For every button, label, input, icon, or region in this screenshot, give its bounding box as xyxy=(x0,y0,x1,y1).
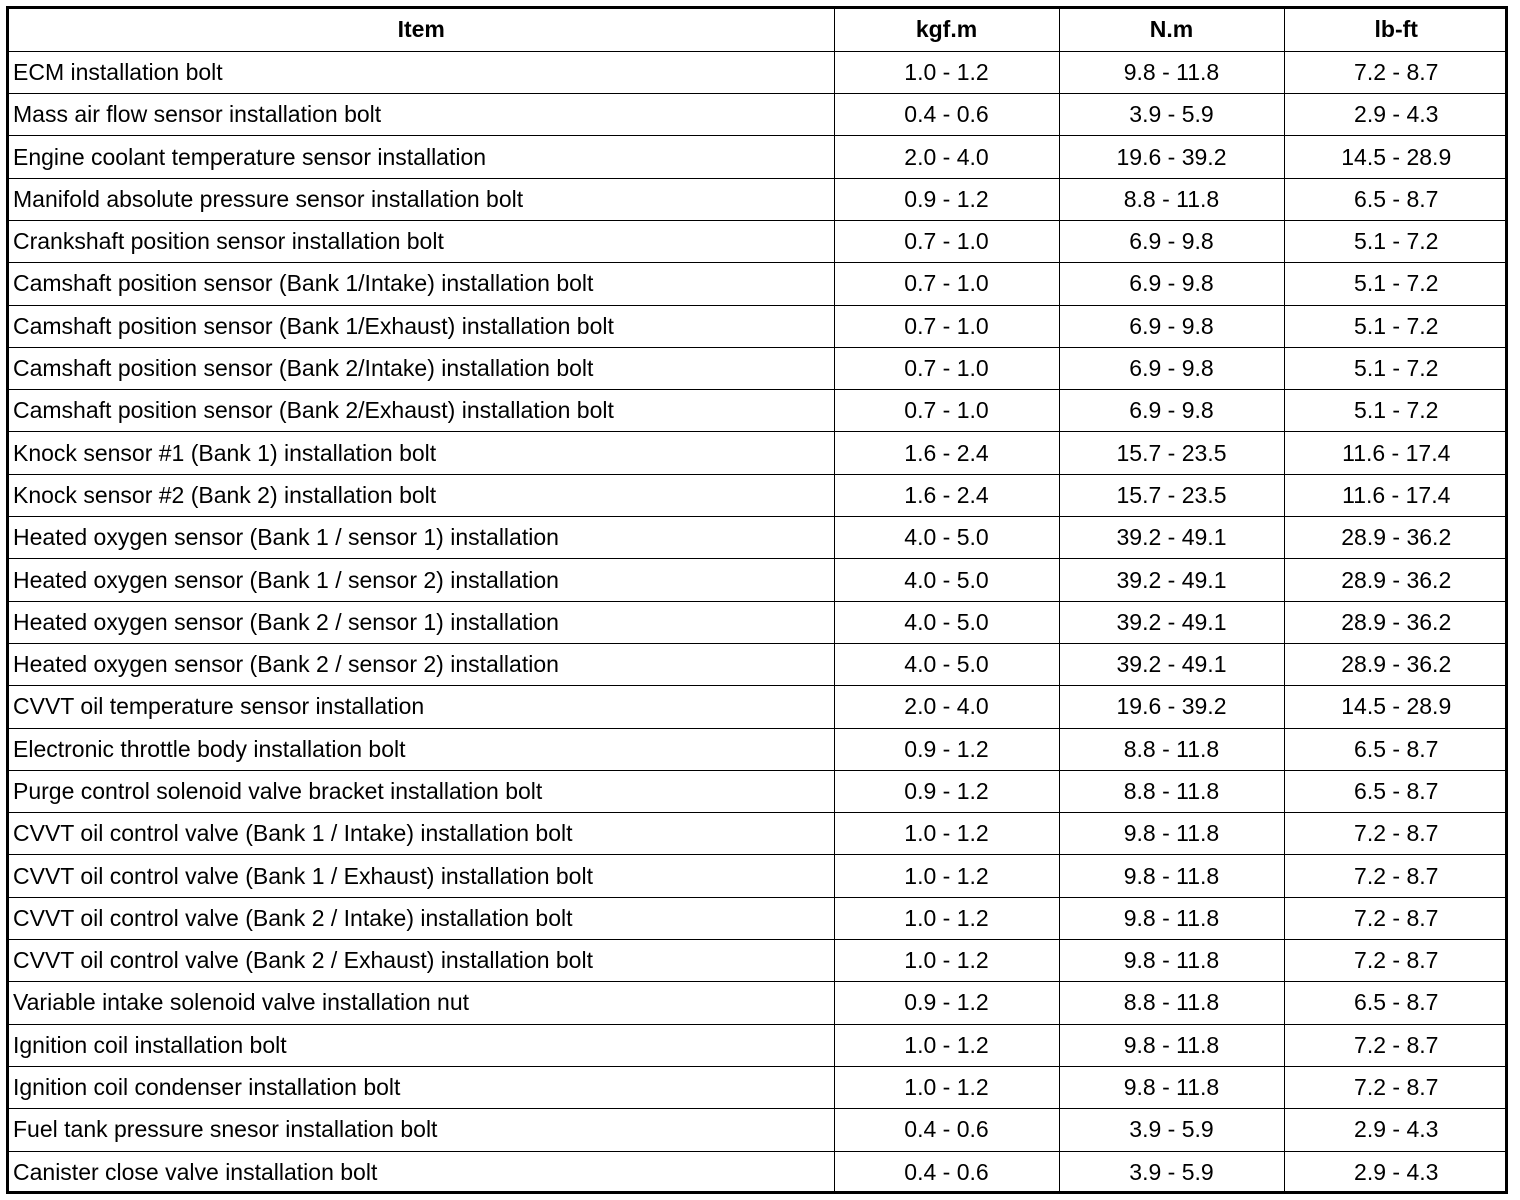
kgf-m-cell: 1.0 - 1.2 xyxy=(834,813,1059,855)
kgf-m-cell: 1.6 - 2.4 xyxy=(834,432,1059,474)
kgf-m-cell: 0.7 - 1.0 xyxy=(834,263,1059,305)
item-cell: Crankshaft position sensor installation bolt xyxy=(9,220,834,262)
header-item: Item xyxy=(9,9,834,51)
n-m-cell: 9.8 - 11.8 xyxy=(1059,897,1284,939)
n-m-cell: 9.8 - 11.8 xyxy=(1059,940,1284,982)
item-cell: CVVT oil control valve (Bank 1 / Exhaust) installation bolt xyxy=(9,855,834,897)
kgf-m-cell: 0.9 - 1.2 xyxy=(834,178,1059,220)
item-cell: CVVT oil control valve (Bank 2 / Intake) installation bolt xyxy=(9,897,834,939)
item-cell: Knock sensor #1 (Bank 1) installation bolt xyxy=(9,432,834,474)
item-cell: Camshaft position sensor (Bank 1/Exhaust) installation bolt xyxy=(9,305,834,347)
lb-ft-cell: 7.2 - 8.7 xyxy=(1284,855,1508,897)
item-cell: Variable intake solenoid valve installation nut xyxy=(9,982,834,1024)
table-row xyxy=(9,178,1508,220)
kgf-m-cell: 4.0 - 5.0 xyxy=(834,601,1059,643)
n-m-cell: 39.2 - 49.1 xyxy=(1059,643,1284,685)
table-row xyxy=(9,136,1508,178)
kgf-m-cell: 0.4 - 0.6 xyxy=(834,1109,1059,1151)
lb-ft-cell: 28.9 - 36.2 xyxy=(1284,559,1508,601)
table-row xyxy=(9,347,1508,389)
kgf-m-cell: 1.0 - 1.2 xyxy=(834,897,1059,939)
n-m-cell: 3.9 - 5.9 xyxy=(1059,1109,1284,1151)
table-row xyxy=(9,686,1508,728)
kgf-m-cell: 0.7 - 1.0 xyxy=(834,347,1059,389)
n-m-cell: 8.8 - 11.8 xyxy=(1059,770,1284,812)
lb-ft-cell: 28.9 - 36.2 xyxy=(1284,601,1508,643)
n-m-cell: 15.7 - 23.5 xyxy=(1059,432,1284,474)
n-m-cell: 39.2 - 49.1 xyxy=(1059,517,1284,559)
kgf-m-cell: 0.7 - 1.0 xyxy=(834,390,1059,432)
table-row xyxy=(9,432,1508,474)
lb-ft-cell: 7.2 - 8.7 xyxy=(1284,1024,1508,1066)
n-m-cell: 39.2 - 49.1 xyxy=(1059,559,1284,601)
kgf-m-cell: 0.9 - 1.2 xyxy=(834,982,1059,1024)
table-row xyxy=(9,728,1508,770)
item-cell: ECM installation bolt xyxy=(9,51,834,93)
table-row xyxy=(9,559,1508,601)
lb-ft-cell: 6.5 - 8.7 xyxy=(1284,728,1508,770)
table-row xyxy=(9,770,1508,812)
table-row xyxy=(9,1151,1508,1193)
table-row xyxy=(9,517,1508,559)
n-m-cell: 6.9 - 9.8 xyxy=(1059,263,1284,305)
n-m-cell: 8.8 - 11.8 xyxy=(1059,982,1284,1024)
header-lb-ft: lb-ft xyxy=(1284,9,1508,51)
n-m-cell: 3.9 - 5.9 xyxy=(1059,1151,1284,1193)
table-row xyxy=(9,51,1508,93)
n-m-cell: 9.8 - 11.8 xyxy=(1059,1066,1284,1108)
item-cell: Camshaft position sensor (Bank 1/Intake) installation bolt xyxy=(9,263,834,305)
item-cell: Knock sensor #2 (Bank 2) installation bolt xyxy=(9,474,834,516)
table-row xyxy=(9,263,1508,305)
item-cell: CVVT oil control valve (Bank 2 / Exhaust) installation bolt xyxy=(9,940,834,982)
table-row xyxy=(9,601,1508,643)
lb-ft-cell: 28.9 - 36.2 xyxy=(1284,643,1508,685)
kgf-m-cell: 2.0 - 4.0 xyxy=(834,686,1059,728)
n-m-cell: 8.8 - 11.8 xyxy=(1059,178,1284,220)
item-cell: Mass air flow sensor installation bolt xyxy=(9,94,834,136)
kgf-m-cell: 4.0 - 5.0 xyxy=(834,517,1059,559)
table-row xyxy=(9,1109,1508,1151)
kgf-m-cell: 0.9 - 1.2 xyxy=(834,770,1059,812)
lb-ft-cell: 2.9 - 4.3 xyxy=(1284,1109,1508,1151)
kgf-m-cell: 4.0 - 5.0 xyxy=(834,643,1059,685)
kgf-m-cell: 0.7 - 1.0 xyxy=(834,220,1059,262)
torque-spec-table xyxy=(9,9,1508,1193)
header-kgf-m: kgf.m xyxy=(834,9,1059,51)
table-row xyxy=(9,1024,1508,1066)
kgf-m-cell: 4.0 - 5.0 xyxy=(834,559,1059,601)
lb-ft-cell: 6.5 - 8.7 xyxy=(1284,770,1508,812)
item-cell: Ignition coil condenser installation bolt xyxy=(9,1066,834,1108)
lb-ft-cell: 11.6 - 17.4 xyxy=(1284,474,1508,516)
lb-ft-cell: 6.5 - 8.7 xyxy=(1284,178,1508,220)
item-cell: Manifold absolute pressure sensor installation bolt xyxy=(9,178,834,220)
item-cell: CVVT oil temperature sensor installation xyxy=(9,686,834,728)
item-cell: Purge control solenoid valve bracket installation bolt xyxy=(9,770,834,812)
kgf-m-cell: 0.4 - 0.6 xyxy=(834,1151,1059,1193)
item-cell: Heated oxygen sensor (Bank 1 / sensor 2) installation xyxy=(9,559,834,601)
table-row xyxy=(9,897,1508,939)
table-row xyxy=(9,390,1508,432)
lb-ft-cell: 5.1 - 7.2 xyxy=(1284,305,1508,347)
lb-ft-cell: 7.2 - 8.7 xyxy=(1284,51,1508,93)
item-cell: CVVT oil control valve (Bank 1 / Intake) installation bolt xyxy=(9,813,834,855)
lb-ft-cell: 14.5 - 28.9 xyxy=(1284,136,1508,178)
kgf-m-cell: 0.4 - 0.6 xyxy=(834,94,1059,136)
lb-ft-cell: 5.1 - 7.2 xyxy=(1284,390,1508,432)
table-row xyxy=(9,220,1508,262)
item-cell: Ignition coil installation bolt xyxy=(9,1024,834,1066)
n-m-cell: 15.7 - 23.5 xyxy=(1059,474,1284,516)
lb-ft-cell: 7.2 - 8.7 xyxy=(1284,940,1508,982)
lb-ft-cell: 6.5 - 8.7 xyxy=(1284,982,1508,1024)
header-row xyxy=(9,9,1508,51)
lb-ft-cell: 5.1 - 7.2 xyxy=(1284,263,1508,305)
lb-ft-cell: 7.2 - 8.7 xyxy=(1284,1066,1508,1108)
kgf-m-cell: 0.7 - 1.0 xyxy=(834,305,1059,347)
kgf-m-cell: 2.0 - 4.0 xyxy=(834,136,1059,178)
n-m-cell: 6.9 - 9.8 xyxy=(1059,347,1284,389)
lb-ft-cell: 14.5 - 28.9 xyxy=(1284,686,1508,728)
item-cell: Engine coolant temperature sensor installation xyxy=(9,136,834,178)
table-header xyxy=(9,9,1508,51)
table-row xyxy=(9,94,1508,136)
table-row xyxy=(9,305,1508,347)
table-row xyxy=(9,940,1508,982)
table-row xyxy=(9,813,1508,855)
kgf-m-cell: 1.0 - 1.2 xyxy=(834,1066,1059,1108)
kgf-m-cell: 1.0 - 1.2 xyxy=(834,1024,1059,1066)
kgf-m-cell: 1.0 - 1.2 xyxy=(834,51,1059,93)
n-m-cell: 6.9 - 9.8 xyxy=(1059,390,1284,432)
n-m-cell: 9.8 - 11.8 xyxy=(1059,813,1284,855)
item-cell: Heated oxygen sensor (Bank 2 / sensor 2) installation xyxy=(9,643,834,685)
item-cell: Fuel tank pressure snesor installation bolt xyxy=(9,1109,834,1151)
kgf-m-cell: 0.9 - 1.2 xyxy=(834,728,1059,770)
item-cell: Camshaft position sensor (Bank 2/Intake) installation bolt xyxy=(9,347,834,389)
n-m-cell: 8.8 - 11.8 xyxy=(1059,728,1284,770)
lb-ft-cell: 11.6 - 17.4 xyxy=(1284,432,1508,474)
n-m-cell: 9.8 - 11.8 xyxy=(1059,1024,1284,1066)
n-m-cell: 9.8 - 11.8 xyxy=(1059,855,1284,897)
lb-ft-cell: 7.2 - 8.7 xyxy=(1284,897,1508,939)
torque-spec-table-frame xyxy=(6,6,1508,1194)
item-cell: Heated oxygen sensor (Bank 2 / sensor 1) installation xyxy=(9,601,834,643)
lb-ft-cell: 5.1 - 7.2 xyxy=(1284,220,1508,262)
kgf-m-cell: 1.6 - 2.4 xyxy=(834,474,1059,516)
table-row xyxy=(9,474,1508,516)
n-m-cell: 6.9 - 9.8 xyxy=(1059,305,1284,347)
n-m-cell: 19.6 - 39.2 xyxy=(1059,136,1284,178)
table-row xyxy=(9,982,1508,1024)
lb-ft-cell: 2.9 - 4.3 xyxy=(1284,1151,1508,1193)
kgf-m-cell: 1.0 - 1.2 xyxy=(834,855,1059,897)
table-row xyxy=(9,855,1508,897)
n-m-cell: 6.9 - 9.8 xyxy=(1059,220,1284,262)
item-cell: Electronic throttle body installation bolt xyxy=(9,728,834,770)
item-cell: Canister close valve installation bolt xyxy=(9,1151,834,1193)
table-row xyxy=(9,1066,1508,1108)
item-cell: Heated oxygen sensor (Bank 1 / sensor 1) installation xyxy=(9,517,834,559)
lb-ft-cell: 2.9 - 4.3 xyxy=(1284,94,1508,136)
n-m-cell: 3.9 - 5.9 xyxy=(1059,94,1284,136)
n-m-cell: 9.8 - 11.8 xyxy=(1059,51,1284,93)
item-cell: Camshaft position sensor (Bank 2/Exhaust) installation bolt xyxy=(9,390,834,432)
lb-ft-cell: 28.9 - 36.2 xyxy=(1284,517,1508,559)
header-n-m: N.m xyxy=(1059,9,1284,51)
table-row xyxy=(9,643,1508,685)
lb-ft-cell: 5.1 - 7.2 xyxy=(1284,347,1508,389)
table-body xyxy=(9,51,1508,1193)
n-m-cell: 39.2 - 49.1 xyxy=(1059,601,1284,643)
n-m-cell: 19.6 - 39.2 xyxy=(1059,686,1284,728)
kgf-m-cell: 1.0 - 1.2 xyxy=(834,940,1059,982)
lb-ft-cell: 7.2 - 8.7 xyxy=(1284,813,1508,855)
